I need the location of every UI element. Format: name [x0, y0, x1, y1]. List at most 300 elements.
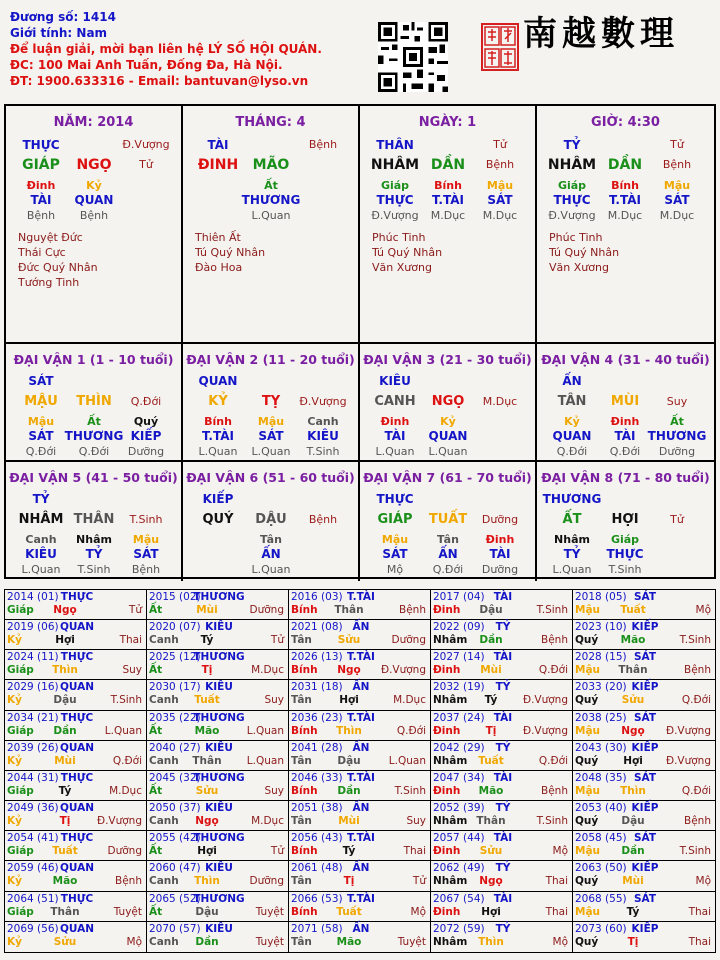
year-cell [5, 831, 147, 861]
year-state: M.Dục [251, 815, 284, 828]
year-chi: Tý [58, 784, 72, 797]
year-chi: Mùi [622, 875, 644, 888]
dai-van-hidden-state: L.Quan [198, 445, 238, 458]
dai-van-god: TỶ [32, 492, 50, 506]
dai-van-hidden-state: L.Quan [428, 445, 468, 458]
year-god: QUAN [59, 862, 95, 875]
dai-van-hidden-god: THỰC [606, 547, 644, 561]
year-god: THỰC [60, 892, 94, 905]
year-cell [431, 861, 573, 891]
year-god: TỶ [495, 922, 511, 935]
year-cell [289, 892, 431, 922]
year-god: KIÊU [205, 862, 233, 875]
year-label: 2020 (07) [149, 621, 201, 634]
year-cell [573, 620, 715, 650]
hidden-god: SÁT [487, 193, 513, 207]
year-chi: Sửu [479, 845, 503, 858]
year-can: Giáp [7, 604, 34, 616]
year-label: 2043 (30) [575, 741, 627, 754]
year-god: T.TÀI [347, 892, 375, 905]
year-can: Ất [149, 604, 163, 616]
year-state: Đ.Vượng [522, 724, 568, 737]
dai-van-hidden-god: THƯƠNG [647, 429, 707, 443]
pillar-can: NHÂM [547, 157, 597, 173]
year-cell [5, 892, 147, 922]
year-label: 2053 (40) [575, 802, 627, 815]
year-label: 2058 (45) [575, 832, 627, 845]
year-can: Ất [149, 664, 163, 677]
year-chi: Ngọ [621, 724, 645, 737]
dai-van-hidden-state: Q.Đới [78, 445, 110, 458]
year-cell [573, 711, 715, 741]
year-label: 2048 (35) [575, 771, 627, 784]
year-god: T.TÀI [347, 591, 375, 603]
year-god: ẤN [352, 922, 370, 935]
year-state: Mộ [552, 845, 568, 858]
year-state: L.Quan [246, 754, 284, 767]
hidden-state: Đ.Vượng [548, 209, 596, 222]
dai-van-can: NHÂM [18, 512, 64, 527]
hidden-state: M.Dục [607, 209, 643, 222]
dai-van-state: Dưỡng [481, 513, 519, 526]
year-state: Mộ [695, 875, 711, 888]
dai-van-hidden-stem: Đinh [380, 415, 410, 428]
year-chi: Dậu [621, 815, 645, 828]
year-state: Thai [545, 905, 568, 918]
year-can: Tân [291, 634, 312, 647]
year-can: Nhâm [433, 754, 468, 767]
year-state: Q.Đới [681, 784, 711, 797]
star-item: Phúc Tinh [549, 231, 603, 244]
year-god: THỰC [60, 832, 94, 845]
year-can: Quý [575, 754, 599, 767]
dai-van-hidden-state: L.Quan [552, 563, 592, 576]
hidden-state: Bệnh [26, 209, 56, 222]
year-chi: Hợi [55, 634, 75, 647]
year-chi: Sửu [621, 694, 645, 707]
dai-van-state: Suy [666, 395, 688, 408]
year-can: Bính [291, 664, 318, 677]
year-can: Mậu [575, 784, 601, 797]
year-god: THƯƠNG [193, 591, 245, 603]
year-label: 2060 (47) [149, 862, 201, 875]
year-state: Dưỡng [391, 634, 426, 647]
year-state: Dưỡng [107, 845, 142, 858]
year-can: Giáp [7, 664, 34, 677]
year-god: SÁT [633, 711, 657, 724]
dai-van-hidden-god: KIÊU [307, 429, 339, 443]
dai-van-hidden-god: ẤN [438, 547, 458, 561]
hidden-god: THỰC [553, 193, 591, 207]
dai-van-chi: DẬU [255, 512, 287, 527]
year-label: 2057 (44) [433, 832, 485, 845]
year-god: KIẾP [631, 802, 659, 815]
year-cell [147, 590, 289, 620]
year-cell [431, 680, 573, 710]
year-can: Canh [149, 875, 179, 888]
dai-van-hidden-god: QUAN [552, 429, 592, 443]
year-cell [431, 650, 573, 680]
year-label: 2022 (09) [433, 621, 485, 634]
year-cell [5, 620, 147, 650]
year-god: T.TÀI [347, 771, 375, 784]
year-god: THƯƠNG [193, 711, 245, 724]
year-label: 2031 (18) [291, 681, 343, 694]
hidden-god: T.TÀI [432, 193, 464, 207]
year-chi: Dậu [195, 905, 219, 918]
year-state: Thai [545, 875, 568, 888]
pillar-chi: DẦN [607, 157, 643, 173]
year-label: 2055 (42) [149, 832, 201, 845]
dai-van-god: KIẾP [202, 492, 234, 506]
year-can: Mậu [575, 845, 601, 858]
hidden-stem: Đinh [26, 179, 56, 192]
year-state: M.Dục [393, 694, 426, 707]
dai-van-hidden-stem: Mậu [381, 533, 409, 546]
year-label: 2024 (11) [7, 651, 59, 664]
year-god: ẤN [352, 802, 370, 815]
year-state: Bệnh [684, 815, 711, 828]
seal-stamp-icon [481, 23, 519, 71]
pillar-chi: NGỌ [76, 157, 112, 173]
year-label: 2064 (51) [7, 892, 59, 905]
year-chi: Tuất [620, 604, 646, 616]
dai-van-hidden-stem: Mậu [132, 533, 160, 546]
year-god: SÁT [633, 591, 657, 603]
year-can: Bính [291, 905, 318, 918]
year-can: Kỷ [7, 754, 22, 767]
year-god: ẤN [352, 621, 370, 634]
year-label: 2069 (56) [7, 922, 59, 935]
year-label: 2063 (50) [575, 862, 627, 875]
dai-van-hidden-stem: Canh [307, 415, 339, 428]
year-cell [431, 711, 573, 741]
year-god: KIÊU [205, 802, 233, 815]
dai-van-chi: MÙI [610, 394, 640, 409]
dai-van-chi: THÂN [73, 512, 115, 527]
dai-van-hidden-god: KIÊU [25, 547, 57, 561]
year-label: 2036 (23) [291, 711, 343, 724]
pillar-chi: MÃO [252, 157, 290, 173]
year-cell [289, 590, 431, 620]
qr-code-icon [378, 22, 448, 92]
year-cell [289, 620, 431, 650]
dai-van-hidden-state: L.Quan [375, 445, 415, 458]
star-item: Văn Xương [549, 261, 609, 274]
pillar-can: GIÁP [22, 157, 60, 173]
year-state: Tử [412, 875, 426, 888]
year-god: ẤN [352, 681, 370, 694]
year-can: Quý [575, 694, 599, 707]
pillar-cell [183, 106, 360, 344]
year-god: KIẾP [631, 741, 659, 754]
year-god: TỶ [495, 862, 511, 875]
year-chi: Tị [59, 815, 71, 828]
year-state: Suy [122, 664, 142, 677]
year-label: 2032 (19) [433, 681, 485, 694]
hidden-state: M.Dục [482, 209, 518, 222]
year-cell [147, 620, 289, 650]
year-can: Bính [291, 784, 318, 797]
year-label: 2028 (15) [575, 651, 627, 664]
hidden-stem: Bính [611, 179, 639, 192]
year-chi: Dậu [479, 604, 503, 616]
dai-van-hidden-state: Q.Đới [556, 445, 588, 458]
year-label: 2026 (13) [291, 651, 343, 664]
year-state: Tuyệt [397, 935, 426, 948]
hidden-stem: Giáp [557, 179, 587, 192]
dai-van-can: QUÝ [202, 512, 234, 527]
year-god: THƯƠNG [193, 832, 245, 845]
dai-van-cell [6, 462, 183, 581]
year-state: M.Dục [251, 664, 284, 677]
year-state: Bệnh [399, 604, 426, 616]
year-cell [573, 861, 715, 891]
year-chi: Dậu [53, 694, 77, 707]
hidden-god: THỰC [376, 193, 414, 207]
dai-van-hidden-state: L.Quan [251, 445, 291, 458]
year-god: TÀI [493, 892, 513, 905]
year-god: KIẾP [631, 681, 659, 694]
hidden-state: M.Dục [659, 209, 695, 222]
year-label: 2065 (52) [149, 892, 201, 905]
year-state: Bệnh [541, 784, 568, 797]
dai-van-hidden-stem: Nhâm [554, 533, 590, 546]
year-cell [289, 680, 431, 710]
hidden-god: SÁT [664, 193, 690, 207]
year-cell [147, 711, 289, 741]
pillar-stars [549, 230, 619, 275]
year-can: Canh [149, 935, 179, 948]
year-cell [573, 741, 715, 771]
year-god: KIÊU [205, 922, 233, 935]
year-god: THỰC [60, 771, 94, 784]
pillar-title: NGÀY: 1 [418, 115, 477, 130]
year-chi: Sửu [53, 935, 77, 948]
year-chi: Hợi [339, 694, 359, 707]
dai-van-hidden-god: SÁT [133, 547, 159, 561]
hidden-god: TÀI [30, 193, 52, 207]
year-state: Tử [270, 845, 284, 858]
year-chi: Dần [53, 724, 77, 737]
year-chi: Thân [192, 754, 222, 767]
year-can: Tân [291, 875, 312, 888]
year-cell [5, 801, 147, 831]
pillar-god-state: Đ.Vượng [122, 138, 170, 151]
year-label: 2019 (06) [7, 621, 59, 634]
dai-van-state: T.Sinh [129, 513, 163, 526]
year-can: Tân [291, 815, 312, 828]
hidden-state: M.Dục [430, 209, 466, 222]
year-god: TÀI [493, 651, 513, 664]
dai-van-chi: TUẤT [428, 512, 468, 527]
star-item: Thiên Ất [195, 231, 241, 244]
year-chi: Mão [336, 935, 362, 948]
year-god: KIẾP [631, 621, 659, 634]
year-chi: Tý [626, 905, 640, 918]
hidden-state: L.Quan [251, 209, 291, 222]
year-state: Suy [264, 694, 284, 707]
year-cell [289, 771, 431, 801]
dai-van-hidden-god: TÀI [489, 547, 511, 561]
year-label: 2041 (28) [291, 741, 343, 754]
year-chi: Thìn [478, 935, 504, 948]
year-cell [289, 801, 431, 831]
dai-van-hidden-stem: Canh [25, 533, 57, 546]
year-god: THỰC [60, 711, 94, 724]
pillar-god: TỶ [563, 138, 581, 152]
year-chi: Sửu [337, 634, 361, 647]
dai-van-can: GIÁP [377, 512, 413, 527]
dai-van-hidden-state: Q.Đới [25, 445, 57, 458]
year-cell [431, 801, 573, 831]
year-can: Kỷ [7, 694, 22, 707]
dai-van-cell [6, 344, 183, 462]
brand-logo: 南越數理 [523, 14, 679, 54]
pillar-stars [372, 230, 442, 275]
dai-van-hidden-stem: Kỷ [564, 415, 580, 428]
year-can: Nhâm [433, 935, 468, 948]
pillar-grid [4, 104, 716, 579]
dai-van-hidden-state: Q.Đới [609, 445, 641, 458]
dai-van-hidden-stem: Đinh [610, 415, 640, 428]
year-chi: Hợi [197, 845, 217, 858]
year-can: Đinh [433, 845, 461, 858]
year-chi: Ngọ [195, 815, 219, 828]
dai-van-hidden-state: Mộ [386, 563, 404, 576]
year-can: Nhâm [433, 875, 468, 888]
dai-van-title: ĐẠI VẬN 1 (1 - 10 tuổi) [13, 352, 174, 367]
dai-van-hidden-state: Bệnh [131, 563, 161, 576]
year-state: Đ.Vượng [96, 815, 142, 828]
gioi-tinh: Giới tính: Nam [10, 26, 108, 40]
year-state: L.Quan [104, 724, 142, 737]
year-label: 2021 (08) [291, 621, 343, 634]
year-label: 2049 (36) [7, 802, 59, 815]
hidden-stem: Mậu [486, 179, 514, 192]
dai-van-hidden-state: Dưỡng [127, 445, 165, 458]
year-god: THƯƠNG [193, 651, 245, 664]
year-chi: Tý [200, 634, 214, 647]
year-cell [573, 801, 715, 831]
year-god: QUAN [59, 621, 95, 634]
year-chi: Mùi [338, 815, 360, 828]
hidden-god: T.TÀI [609, 193, 641, 207]
dai-van-hidden-state: T.Sinh [306, 445, 340, 458]
dai-van-cell [360, 462, 537, 581]
dai-van-hidden-god: SÁT [258, 429, 284, 443]
year-label: 2062 (49) [433, 862, 485, 875]
year-can: Kỷ [7, 935, 22, 948]
annual-luck-table [4, 589, 716, 953]
year-state: Dưỡng [249, 604, 284, 616]
year-god: THƯƠNG [193, 892, 245, 905]
year-can: Canh [149, 694, 179, 707]
year-cell [5, 680, 147, 710]
year-chi: Ngọ [53, 604, 77, 616]
year-cell [5, 922, 147, 952]
year-chi: Dần [621, 845, 645, 858]
year-state: Đ.Vượng [665, 724, 711, 737]
year-god: TỶ [495, 681, 511, 694]
year-label: 2059 (46) [7, 862, 59, 875]
year-state: L.Quan [388, 754, 426, 767]
year-chi: Ngọ [337, 664, 361, 677]
year-state: Q.Đới [538, 664, 568, 677]
year-cell [5, 771, 147, 801]
year-chi: Tuất [52, 845, 78, 858]
dai-van-hidden-god: SÁT [28, 429, 54, 443]
pillar-title: NĂM: 2014 [53, 115, 134, 130]
star-item: Văn Xương [372, 261, 432, 274]
dai-van-hidden-stem: Giáp [610, 533, 640, 546]
year-god: THỰC [60, 591, 94, 603]
year-chi: Hợi [623, 754, 643, 767]
dai-van-hidden-state: Q.Đới [432, 563, 464, 576]
year-god: QUAN [59, 922, 95, 935]
dai-van-hidden-state: L.Quan [251, 563, 291, 576]
year-chi: Tị [485, 724, 497, 737]
year-can: Kỷ [7, 875, 22, 888]
year-chi: Thân [476, 815, 506, 828]
year-state: Đ.Vượng [380, 664, 426, 677]
dai-van-title: ĐẠI VẬN 8 (71 - 80 tuổi) [541, 470, 710, 485]
year-state: Q.Đới [112, 754, 142, 767]
year-can: Quý [575, 875, 599, 888]
year-label: 2072 (59) [433, 922, 485, 935]
year-can: Đinh [433, 604, 461, 616]
dai-van-hidden-state: T.Sinh [608, 563, 642, 576]
year-chi: Dần [479, 634, 503, 647]
dai-van-can: KỶ [208, 394, 228, 409]
year-can: Kỷ [7, 815, 22, 828]
dai-van-hidden-god: TỶ [563, 547, 581, 561]
dai-van-hidden-stem: Đinh [485, 533, 515, 546]
year-state: Tuyệt [255, 905, 284, 918]
dai-van-title: ĐẠI VẬN 3 (21 - 30 tuổi) [363, 352, 532, 367]
year-god: TÀI [493, 832, 513, 845]
pillar-title: GIỜ: 4:30 [591, 115, 660, 130]
year-state: Tử [128, 604, 142, 616]
year-can: Đinh [433, 724, 461, 737]
year-chi: Tý [484, 694, 498, 707]
dai-van-hidden-god: TỶ [85, 547, 103, 561]
dai-van-hidden-stem: Mậu [257, 415, 285, 428]
dai-van-hidden-state: Dưỡng [658, 445, 696, 458]
hidden-stem: Bính [434, 179, 462, 192]
year-label: 2061 (48) [291, 862, 343, 875]
duong-so: Đương số: 1414 [10, 10, 116, 24]
year-state: Dưỡng [249, 875, 284, 888]
year-can: Quý [575, 634, 599, 647]
year-label: 2052 (39) [433, 802, 485, 815]
star-item: Tú Quý Nhân [195, 246, 266, 259]
year-cell [431, 771, 573, 801]
year-chi: Mão [478, 784, 504, 797]
year-cell [289, 711, 431, 741]
year-cell [573, 680, 715, 710]
pillar-cell [6, 106, 183, 344]
header-info [10, 9, 322, 89]
year-can: Tân [291, 754, 312, 767]
year-cell [147, 801, 289, 831]
hidden-god: QUAN [74, 193, 114, 207]
year-cell [289, 741, 431, 771]
year-label: 2045 (32) [149, 771, 201, 784]
year-chi: Tuất [194, 694, 220, 707]
year-label: 2051 (38) [291, 802, 343, 815]
dai-van-hidden-state: L.Quan [21, 563, 61, 576]
